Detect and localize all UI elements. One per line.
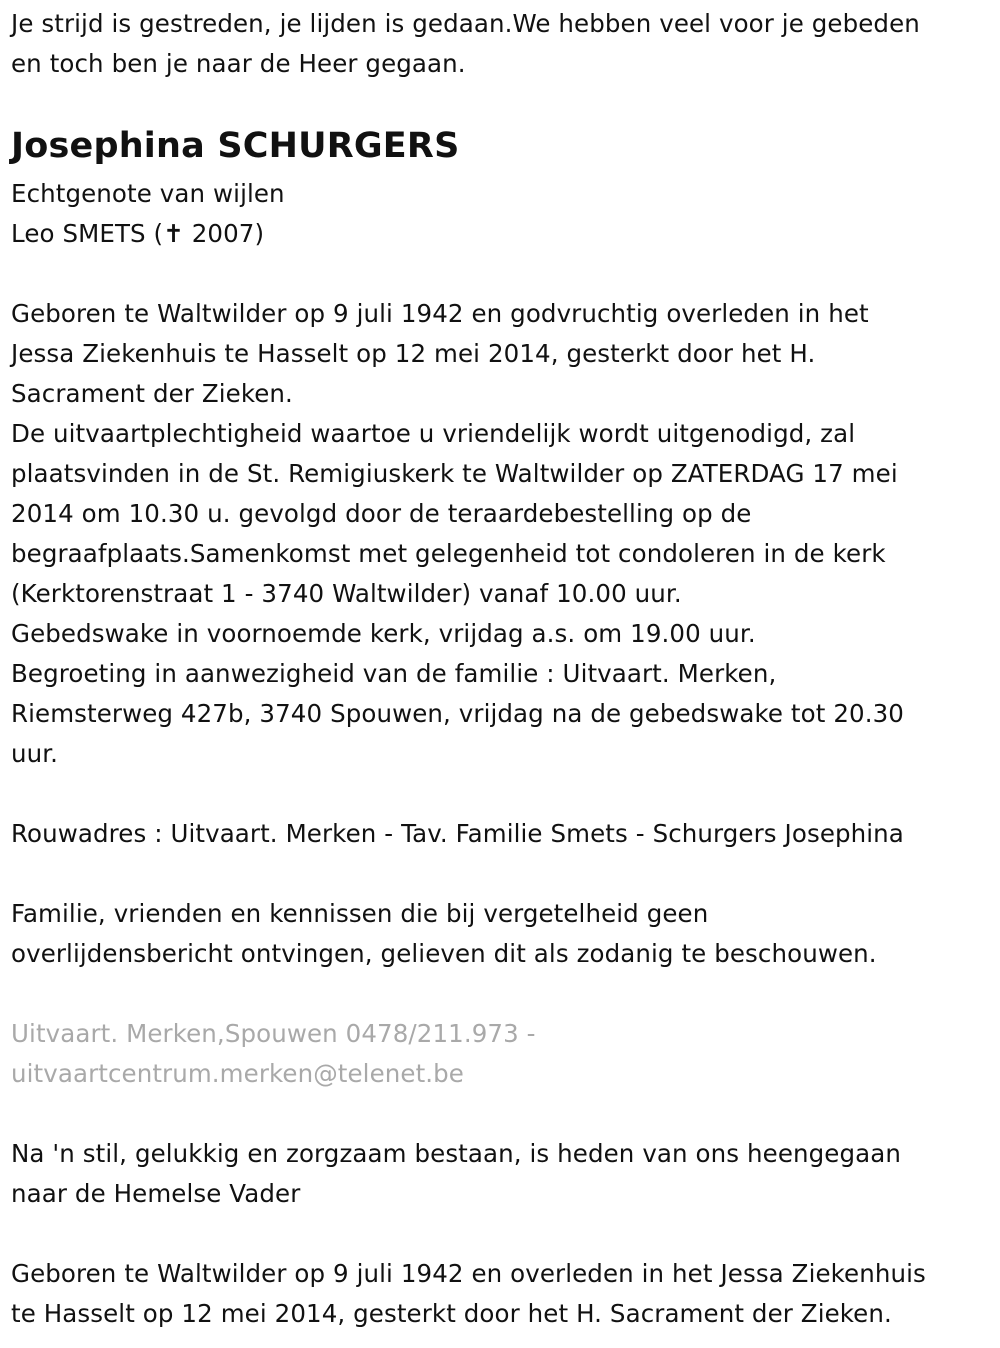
- details-line: 2014 om 10.30 u. gevolgd door de teraardebestelling op de: [11, 499, 752, 528]
- details-line: Riemsterweg 427b, 3740 Spouwen, vrijdag na de gebedswake tot 20.30: [11, 699, 904, 728]
- intro-verse: [11, 4, 991, 84]
- notice-line: overlijdensbericht ontvingen, gelieven dit als zodanig te beschouwen.: [11, 939, 877, 968]
- closing-line: Na 'n stil, gelukkig en zorgzaam bestaan, is heden van ons heengegaan: [11, 1139, 901, 1168]
- details-line: uur.: [11, 739, 59, 768]
- details-line: Jessa Ziekenhuis te Hasselt op 12 mei 2014, gesterkt door het H.: [11, 339, 816, 368]
- contact-line: Uitvaart. Merken,Spouwen 0478/211.973 -: [11, 1019, 536, 1048]
- funeral-home-contact: [11, 1014, 991, 1094]
- details-line: (Kerktorenstraat 1 - 3740 Waltwilder) vanaf 10.00 uur.: [11, 579, 682, 608]
- mourning-address: [11, 814, 991, 854]
- spouse-info: [11, 174, 991, 254]
- details-line: De uitvaartplechtigheid waartoe u vriendelijk wordt uitgenodigd, zal: [11, 419, 856, 448]
- details-line: Sacrament der Zieken.: [11, 379, 293, 408]
- address-line: Rouwadres : Uitvaart. Merken - Tav. Familie Smets - Schurgers Josephina: [11, 819, 904, 848]
- details-line: begraafplaats.Samenkomst met gelegenheid tot condoleren in de kerk: [11, 539, 886, 568]
- closing-text: [11, 1134, 991, 1214]
- deceased-name: Josephina SCHURGERS: [11, 126, 460, 166]
- funeral-details: [11, 294, 991, 774]
- notice-line: Familie, vrienden en kennissen die bij vergetelheid geen: [11, 899, 709, 928]
- intro-line: Je strijd is gestreden, je lijden is gedaan.We hebben veel voor je gebeden: [11, 9, 920, 38]
- closing-line: naar de Hemelse Vader: [11, 1179, 301, 1208]
- intro-line: en toch ben je naar de Heer gegaan.: [11, 49, 466, 78]
- birth-summary: [11, 1254, 991, 1334]
- birth-line: te Hasselt op 12 mei 2014, gesterkt door het H. Sacrament der Zieken.: [11, 1299, 892, 1328]
- details-line: Gebedswake in voornoemde kerk, vrijdag a.s. om 19.00 uur.: [11, 619, 756, 648]
- notice-text: [11, 894, 991, 974]
- contact-email: uitvaartcentrum.merken@telenet.be: [11, 1059, 464, 1088]
- spouse-line: Leo SMETS (✝ 2007): [11, 219, 265, 248]
- birth-line: Geboren te Waltwilder op 9 juli 1942 en overleden in het Jessa Ziekenhuis: [11, 1259, 926, 1288]
- details-line: Geboren te Waltwilder op 9 juli 1942 en godvruchtig overleden in het: [11, 299, 869, 328]
- details-line: Begroeting in aanwezigheid van de familie : Uitvaart. Merken,: [11, 659, 777, 688]
- details-line: plaatsvinden in de St. Remigiuskerk te Waltwilder op ZATERDAG 17 mei: [11, 459, 898, 488]
- spouse-line: Echtgenote van wijlen: [11, 179, 285, 208]
